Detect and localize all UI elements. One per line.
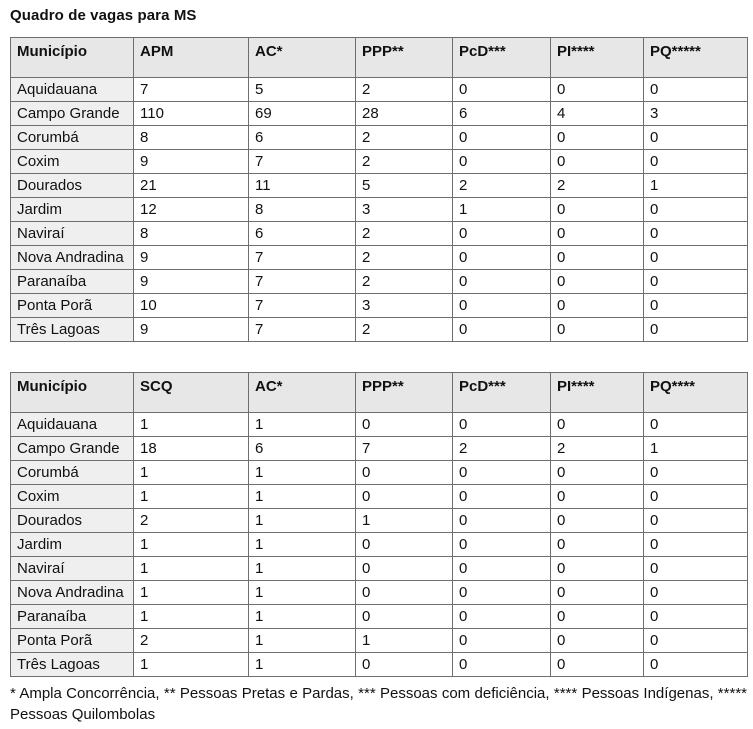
- municipality-cell: Três Lagoas: [11, 653, 134, 677]
- table-row: [11, 557, 748, 581]
- value-cell: 0: [551, 294, 644, 318]
- value-cell: 0: [644, 222, 748, 246]
- value-cell: 5: [356, 174, 453, 198]
- value-cell: 0: [356, 653, 453, 677]
- municipality-cell: Jardim: [11, 198, 134, 222]
- value-cell: 0: [644, 150, 748, 174]
- value-cell: 0: [644, 485, 748, 509]
- value-cell: 0: [551, 413, 644, 437]
- value-cell: 0: [551, 581, 644, 605]
- value-cell: 0: [644, 246, 748, 270]
- value-cell: 0: [453, 318, 551, 342]
- value-cell: 0: [453, 270, 551, 294]
- value-cell: 69: [249, 102, 356, 126]
- value-cell: 2: [356, 150, 453, 174]
- value-cell: 1: [249, 653, 356, 677]
- municipality-cell: Corumbá: [11, 126, 134, 150]
- column-header: PcD***: [453, 373, 551, 413]
- value-cell: 0: [644, 318, 748, 342]
- table-row: [11, 509, 748, 533]
- value-cell: 1: [249, 581, 356, 605]
- value-cell: 2: [356, 246, 453, 270]
- value-cell: 3: [356, 294, 453, 318]
- value-cell: 0: [644, 126, 748, 150]
- vacancy-table-scq: [10, 372, 748, 677]
- value-cell: 1: [249, 485, 356, 509]
- table-row: [11, 318, 748, 342]
- value-cell: 0: [453, 126, 551, 150]
- header-row: [11, 373, 748, 413]
- header-row: [11, 38, 748, 78]
- value-cell: 0: [551, 533, 644, 557]
- table-row: [11, 413, 748, 437]
- value-cell: 0: [453, 246, 551, 270]
- value-cell: 0: [453, 533, 551, 557]
- value-cell: 8: [134, 222, 249, 246]
- value-cell: 1: [249, 533, 356, 557]
- value-cell: 0: [551, 198, 644, 222]
- value-cell: 4: [551, 102, 644, 126]
- value-cell: 0: [551, 246, 644, 270]
- table-row: [11, 174, 748, 198]
- municipality-cell: Naviraí: [11, 557, 134, 581]
- value-cell: 7: [249, 294, 356, 318]
- value-cell: 1: [644, 174, 748, 198]
- column-header: PPP**: [356, 373, 453, 413]
- table-row: [11, 294, 748, 318]
- value-cell: 0: [644, 533, 748, 557]
- value-cell: 2: [356, 318, 453, 342]
- vacancy-table-apm: [10, 37, 748, 342]
- municipality-cell: Dourados: [11, 174, 134, 198]
- value-cell: 0: [356, 557, 453, 581]
- municipality-cell: Coxim: [11, 150, 134, 174]
- table-row: [11, 246, 748, 270]
- value-cell: 2: [551, 174, 644, 198]
- value-cell: 9: [134, 150, 249, 174]
- value-cell: 0: [551, 222, 644, 246]
- value-cell: 0: [644, 557, 748, 581]
- value-cell: 6: [453, 102, 551, 126]
- value-cell: 9: [134, 318, 249, 342]
- column-header: APM: [134, 38, 249, 78]
- value-cell: 10: [134, 294, 249, 318]
- table-row: [11, 605, 748, 629]
- column-header: Município: [11, 373, 134, 413]
- value-cell: 1: [249, 605, 356, 629]
- value-cell: 6: [249, 222, 356, 246]
- value-cell: 0: [453, 222, 551, 246]
- value-cell: 8: [249, 198, 356, 222]
- value-cell: 1: [249, 413, 356, 437]
- value-cell: 7: [356, 437, 453, 461]
- value-cell: 0: [644, 198, 748, 222]
- value-cell: 0: [644, 78, 748, 102]
- value-cell: 7: [134, 78, 249, 102]
- value-cell: 0: [453, 629, 551, 653]
- column-header: PPP**: [356, 38, 453, 78]
- value-cell: 7: [249, 150, 356, 174]
- value-cell: 0: [453, 413, 551, 437]
- value-cell: 0: [551, 461, 644, 485]
- value-cell: 1: [134, 557, 249, 581]
- value-cell: 0: [453, 150, 551, 174]
- column-header: PQ*****: [644, 38, 748, 78]
- value-cell: 0: [551, 270, 644, 294]
- value-cell: 0: [551, 629, 644, 653]
- value-cell: 2: [356, 78, 453, 102]
- value-cell: 0: [551, 318, 644, 342]
- value-cell: 0: [644, 605, 748, 629]
- value-cell: 11: [249, 174, 356, 198]
- table-row: [11, 653, 748, 677]
- column-header: PI****: [551, 38, 644, 78]
- value-cell: 0: [356, 413, 453, 437]
- value-cell: 1: [249, 557, 356, 581]
- column-header: Município: [11, 38, 134, 78]
- value-cell: 0: [551, 485, 644, 509]
- municipality-cell: Ponta Porã: [11, 294, 134, 318]
- value-cell: 3: [644, 102, 748, 126]
- value-cell: 1: [356, 509, 453, 533]
- table-row: [11, 485, 748, 509]
- value-cell: 1: [134, 461, 249, 485]
- value-cell: 0: [644, 461, 748, 485]
- value-cell: 0: [551, 509, 644, 533]
- value-cell: 0: [453, 461, 551, 485]
- value-cell: 1: [249, 509, 356, 533]
- value-cell: 2: [134, 509, 249, 533]
- value-cell: 7: [249, 270, 356, 294]
- table-row: [11, 78, 748, 102]
- column-header: PQ****: [644, 373, 748, 413]
- municipality-cell: Ponta Porã: [11, 629, 134, 653]
- value-cell: 1: [356, 629, 453, 653]
- value-cell: 0: [551, 126, 644, 150]
- municipality-cell: Paranaíba: [11, 605, 134, 629]
- column-header: PI****: [551, 373, 644, 413]
- value-cell: 6: [249, 126, 356, 150]
- value-cell: 2: [356, 270, 453, 294]
- value-cell: 0: [453, 605, 551, 629]
- value-cell: 2: [453, 437, 551, 461]
- table-row: [11, 629, 748, 653]
- value-cell: 2: [453, 174, 551, 198]
- table-row: [11, 437, 748, 461]
- value-cell: 2: [134, 629, 249, 653]
- value-cell: 1: [134, 605, 249, 629]
- table-row: [11, 198, 748, 222]
- municipality-cell: Corumbá: [11, 461, 134, 485]
- value-cell: 6: [249, 437, 356, 461]
- value-cell: 8: [134, 126, 249, 150]
- value-cell: 0: [356, 533, 453, 557]
- value-cell: 1: [249, 629, 356, 653]
- value-cell: 110: [134, 102, 249, 126]
- value-cell: 0: [644, 270, 748, 294]
- value-cell: 0: [356, 605, 453, 629]
- value-cell: 0: [356, 461, 453, 485]
- value-cell: 1: [134, 533, 249, 557]
- page-title: Quadro de vagas para MS: [10, 7, 197, 24]
- municipality-cell: Jardim: [11, 533, 134, 557]
- value-cell: 0: [453, 557, 551, 581]
- value-cell: 2: [356, 126, 453, 150]
- value-cell: 9: [134, 270, 249, 294]
- value-cell: 0: [644, 509, 748, 533]
- value-cell: 0: [356, 485, 453, 509]
- municipality-cell: Dourados: [11, 509, 134, 533]
- municipality-cell: Três Lagoas: [11, 318, 134, 342]
- value-cell: 0: [453, 294, 551, 318]
- value-cell: 0: [551, 605, 644, 629]
- value-cell: 2: [356, 222, 453, 246]
- value-cell: 0: [453, 509, 551, 533]
- value-cell: 5: [249, 78, 356, 102]
- value-cell: 1: [134, 653, 249, 677]
- value-cell: 0: [644, 629, 748, 653]
- municipality-cell: Campo Grande: [11, 102, 134, 126]
- value-cell: 9: [134, 246, 249, 270]
- value-cell: 0: [644, 413, 748, 437]
- value-cell: 0: [356, 581, 453, 605]
- table-row: [11, 150, 748, 174]
- column-header: AC*: [249, 373, 356, 413]
- municipality-cell: Naviraí: [11, 222, 134, 246]
- value-cell: 0: [453, 78, 551, 102]
- value-cell: 1: [134, 413, 249, 437]
- value-cell: 0: [551, 557, 644, 581]
- municipality-cell: Campo Grande: [11, 437, 134, 461]
- value-cell: 1: [644, 437, 748, 461]
- municipality-cell: Nova Andradina: [11, 246, 134, 270]
- value-cell: 0: [644, 581, 748, 605]
- table-row: [11, 126, 748, 150]
- table-row: [11, 533, 748, 557]
- footnote-line-2: Pessoas Quilombolas: [10, 706, 156, 723]
- value-cell: 1: [134, 485, 249, 509]
- value-cell: 0: [644, 294, 748, 318]
- value-cell: 3: [356, 198, 453, 222]
- value-cell: 2: [551, 437, 644, 461]
- value-cell: 1: [134, 581, 249, 605]
- column-header: PcD***: [453, 38, 551, 78]
- value-cell: 0: [551, 150, 644, 174]
- footnote-line-1: * Ampla Concorrência, ** Pessoas Pretas e Pardas, *** Pessoas com deficiência, **** Pessoas Indígenas, *****: [10, 685, 747, 702]
- value-cell: 1: [453, 198, 551, 222]
- footnote: [10, 683, 747, 725]
- value-cell: 7: [249, 318, 356, 342]
- value-cell: 12: [134, 198, 249, 222]
- municipality-cell: Nova Andradina: [11, 581, 134, 605]
- column-header: AC*: [249, 38, 356, 78]
- value-cell: 28: [356, 102, 453, 126]
- value-cell: 0: [453, 581, 551, 605]
- municipality-cell: Paranaíba: [11, 270, 134, 294]
- value-cell: 7: [249, 246, 356, 270]
- value-cell: 18: [134, 437, 249, 461]
- municipality-cell: Aquidauana: [11, 78, 134, 102]
- table-row: [11, 102, 748, 126]
- value-cell: 1: [249, 461, 356, 485]
- municipality-cell: Coxim: [11, 485, 134, 509]
- table-row: [11, 270, 748, 294]
- table-row: [11, 581, 748, 605]
- table-row: [11, 222, 748, 246]
- column-header: SCQ: [134, 373, 249, 413]
- value-cell: 0: [551, 653, 644, 677]
- table-row: [11, 461, 748, 485]
- value-cell: 0: [551, 78, 644, 102]
- value-cell: 0: [453, 653, 551, 677]
- municipality-cell: Aquidauana: [11, 413, 134, 437]
- value-cell: 21: [134, 174, 249, 198]
- value-cell: 0: [644, 653, 748, 677]
- value-cell: 0: [453, 485, 551, 509]
